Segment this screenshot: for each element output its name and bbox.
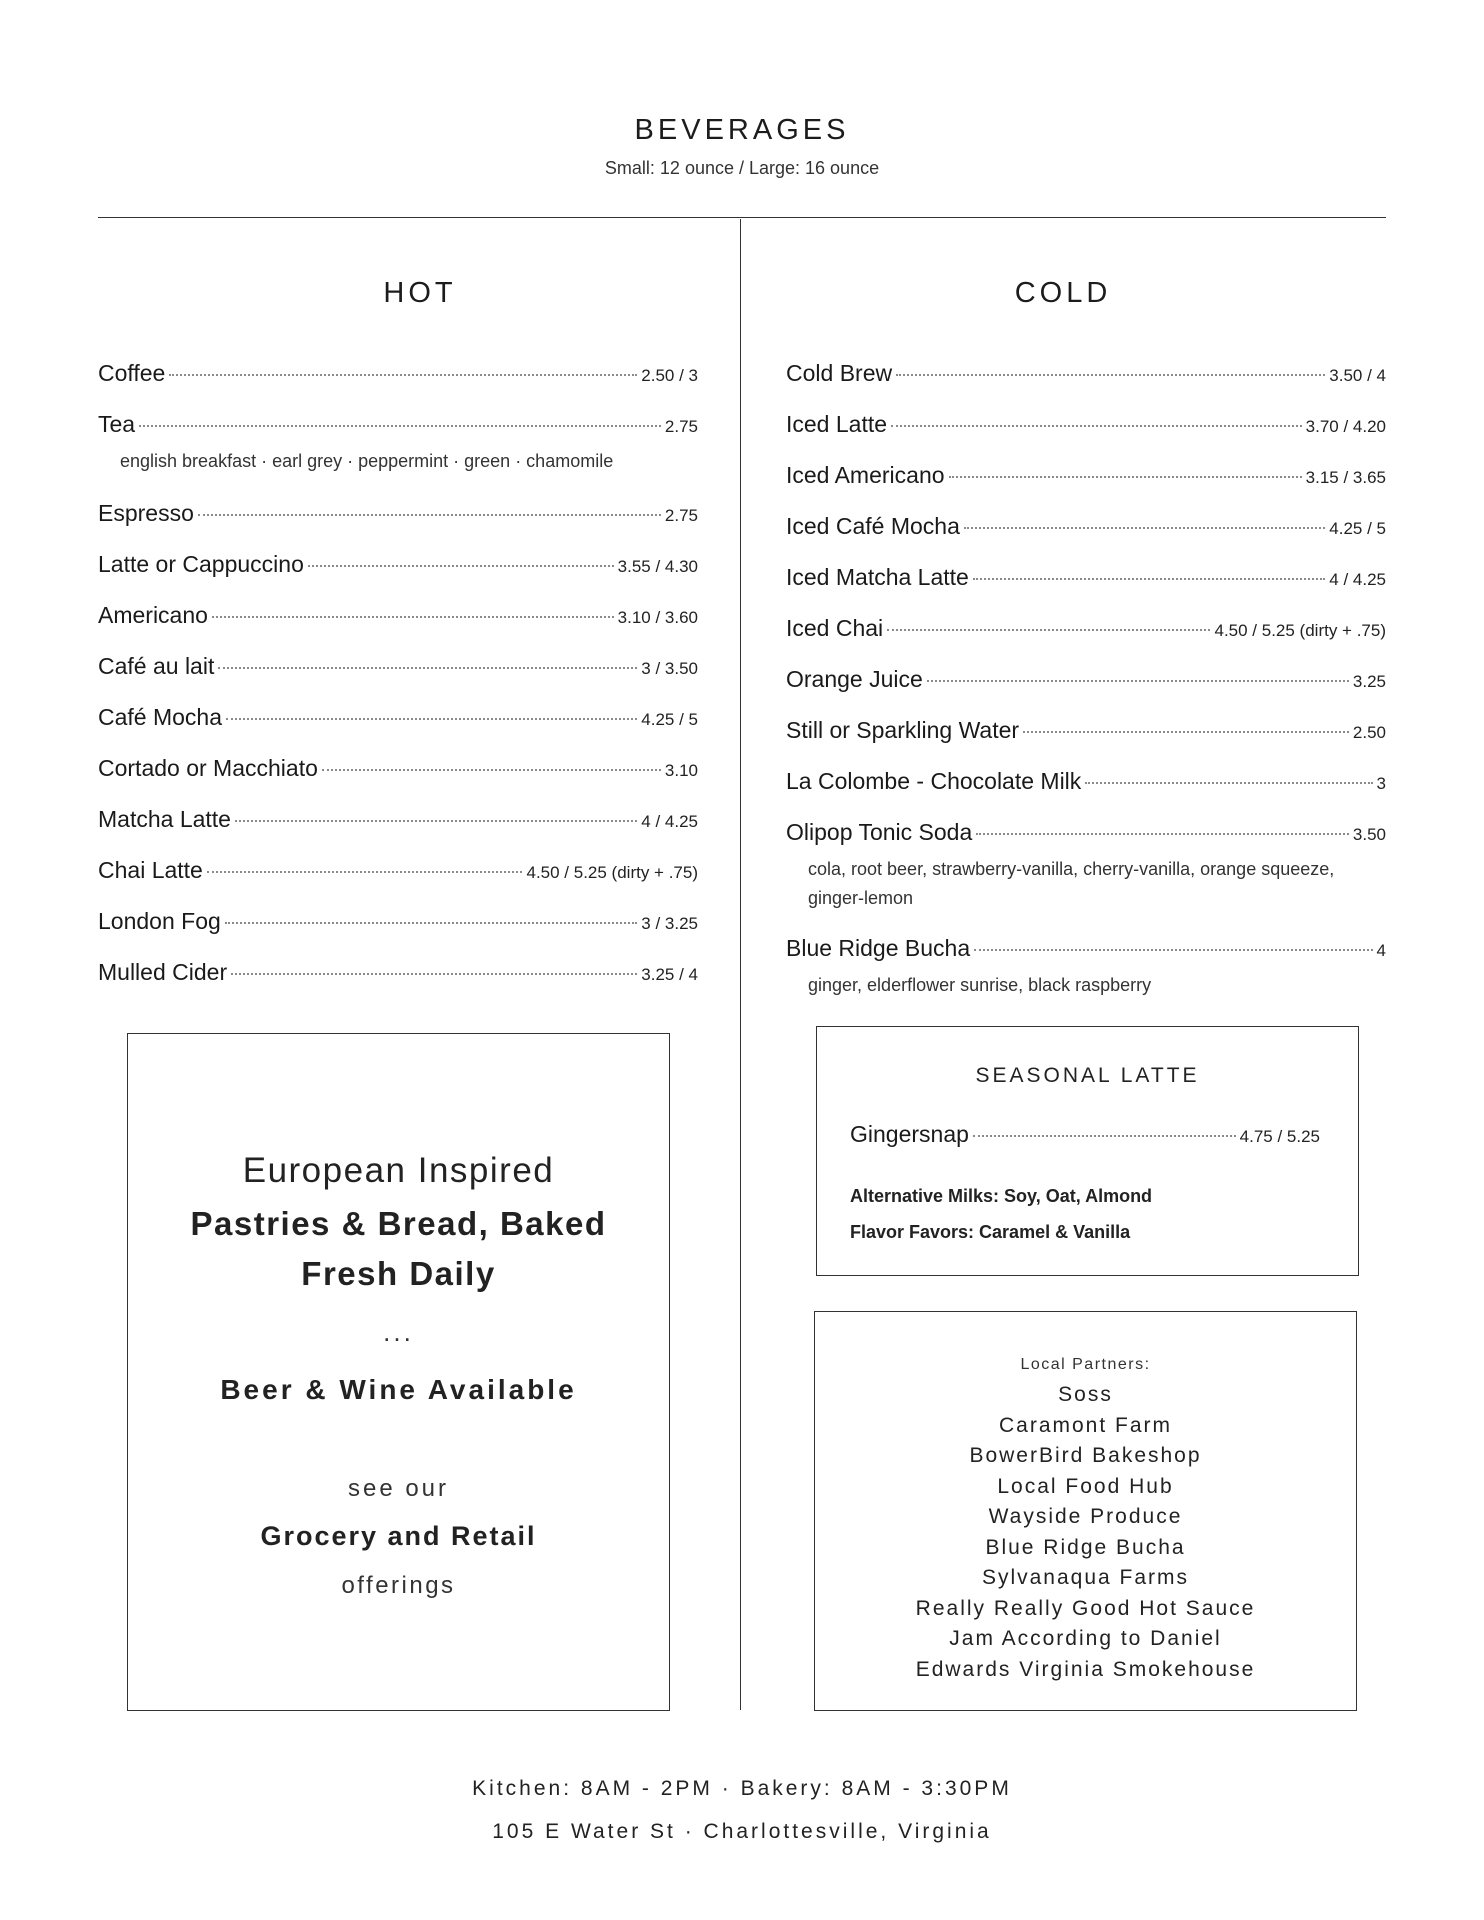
hot-heading: HOT: [383, 277, 457, 309]
menu-item: [98, 407, 698, 496]
dot-leader: [218, 667, 637, 669]
item-price: 3.25: [1352, 672, 1386, 691]
item-price: 3.10 / 3.60: [617, 608, 698, 627]
dot-leader: [235, 820, 637, 822]
item-price: 4: [1376, 941, 1386, 960]
menu-item: [98, 356, 698, 407]
item-name: Olipop Tonic Soda: [786, 819, 973, 845]
offerings-text: offerings: [341, 1572, 456, 1599]
item-name: Tea: [98, 411, 136, 437]
partner-name: Soss: [1058, 1383, 1113, 1406]
beer-wine-note: Beer & Wine Available: [220, 1374, 577, 1405]
item-price: 3 / 3.50: [641, 659, 698, 678]
item-name: Still or Sparkling Water: [786, 717, 1020, 743]
item-name: Coffee: [98, 360, 166, 386]
partner-name: Edwards Virginia Smokehouse: [915, 1657, 1256, 1681]
dot-leader: [974, 949, 1372, 951]
menu-item: [98, 649, 698, 700]
menu-item: [786, 931, 1386, 1018]
column-divider: [740, 219, 741, 1710]
dot-leader: [927, 680, 1349, 682]
menu-item: [786, 560, 1386, 611]
dot-leader: [139, 425, 661, 427]
item-name: Espresso: [98, 500, 194, 526]
item-name: Cold Brew: [786, 360, 893, 386]
cold-heading: COLD: [1014, 277, 1112, 309]
item-price: 2.75: [664, 417, 698, 436]
menu-item: [786, 611, 1386, 662]
see-our-text: see our: [347, 1475, 450, 1502]
partner-name: Jam According to Daniel: [949, 1627, 1222, 1650]
menu-item: [786, 662, 1386, 713]
seasonal-latte-box: [816, 1026, 1359, 1276]
item-price: 4.25 / 5: [641, 710, 698, 729]
page-subtitle: Small: 12 ounce / Large: 16 ounce: [604, 158, 880, 178]
item-name: Matcha Latte: [98, 806, 231, 832]
item-name: Iced Americano: [786, 462, 945, 488]
dot-leader: [891, 425, 1302, 427]
item-price: 3.70 / 4.20: [1305, 417, 1386, 436]
partner-name: Blue Ridge Bucha: [985, 1535, 1186, 1559]
seasonal-title: SEASONAL LATTE: [975, 1064, 1200, 1087]
dot-leader: [308, 565, 614, 567]
pastry-info-box: [127, 1033, 670, 1711]
item-name: La Colombe - Chocolate Milk: [786, 768, 1082, 794]
ellipsis-divider: ...: [383, 1317, 414, 1347]
dot-leader: [964, 527, 1325, 529]
menu-item: [786, 815, 1386, 931]
cold-menu-list: [786, 356, 1386, 1018]
footer-hours: Kitchen: 8AM - 2PM · Bakery: 8AM - 3:30PM: [472, 1777, 1012, 1800]
menu-item: [786, 509, 1386, 560]
item-name: Gingersnap: [850, 1121, 969, 1147]
item-name: Mulled Cider: [98, 959, 228, 985]
menu-item: [98, 547, 698, 598]
item-price: 4.75 / 5.25: [1239, 1127, 1320, 1146]
menu-item: [786, 764, 1386, 815]
dot-leader: [198, 514, 661, 516]
menu-item: [98, 598, 698, 649]
item-description: cola, root beer, strawberry-vanilla, cherry-vanilla, orange squeeze, ginger-lemon: [808, 859, 1335, 908]
grocery-retail-heading: Grocery and Retail: [260, 1521, 537, 1551]
item-name: Latte or Cappuccino: [98, 551, 304, 577]
item-name: Iced Matcha Latte: [786, 564, 969, 590]
dot-leader: [225, 922, 638, 924]
dot-leader: [976, 833, 1349, 835]
item-name: Orange Juice: [786, 666, 923, 692]
menu-item: [98, 496, 698, 547]
pastry-heading: Pastries & Bread, Baked Fresh Daily: [190, 1205, 607, 1292]
dot-leader: [169, 374, 637, 376]
dot-leader: [1023, 731, 1349, 733]
dot-leader: [212, 616, 614, 618]
partner-name: Wayside Produce: [988, 1505, 1183, 1528]
partner-name: Local Food Hub: [997, 1474, 1174, 1498]
menu-item: [98, 751, 698, 802]
partner-name: Really Really Good Hot Sauce: [915, 1596, 1256, 1620]
dot-leader: [896, 374, 1325, 376]
item-price: 3: [1376, 774, 1386, 793]
alternative-milks-note: Alternative Milks: Soy, Oat, Almond: [850, 1186, 1153, 1206]
dot-leader: [231, 973, 637, 975]
item-price: 2.50: [1352, 723, 1386, 742]
hot-menu-list: [98, 356, 698, 1006]
item-price: 4.25 / 5: [1329, 519, 1386, 538]
dot-leader: [322, 769, 661, 771]
dot-leader: [1085, 782, 1372, 784]
item-price: 3.10: [664, 761, 698, 780]
local-partners-box: [814, 1311, 1357, 1711]
dot-leader: [226, 718, 637, 720]
item-price: 3.25 / 4: [641, 965, 698, 984]
item-name: Iced Chai: [786, 615, 884, 641]
item-name: Blue Ridge Bucha: [786, 935, 971, 961]
item-name: Americano: [98, 602, 208, 628]
item-price: 2.75: [664, 506, 698, 525]
menu-item: [786, 713, 1386, 764]
pastry-tagline: European Inspired: [242, 1151, 555, 1190]
menu-item: [98, 700, 698, 751]
partner-name: BowerBird Bakeshop: [969, 1444, 1202, 1467]
partners-title: Local Partners:: [1020, 1356, 1151, 1373]
menu-item: [786, 407, 1386, 458]
item-price: 3.50 / 4: [1329, 366, 1386, 385]
item-name: Chai Latte: [98, 857, 203, 883]
item-name: London Fog: [98, 908, 221, 934]
item-price: 4.50 / 5.25 (dirty + .75): [526, 863, 698, 882]
partners-list: [815, 1380, 1356, 1685]
menu-item: [98, 904, 698, 955]
dot-leader: [949, 476, 1302, 478]
dot-leader: [973, 1135, 1236, 1137]
item-price: 3.15 / 3.65: [1305, 468, 1386, 487]
menu-item: [98, 955, 698, 1006]
item-price: 3 / 3.25: [641, 914, 698, 933]
item-name: Iced Latte: [786, 411, 888, 437]
item-name: Café Mocha: [98, 704, 223, 730]
footer-address: 105 E Water St · Charlottesville, Virginia: [492, 1820, 992, 1843]
item-description: ginger, elderflower sunrise, black raspberry: [808, 975, 1152, 995]
item-price: 4 / 4.25: [1329, 570, 1386, 589]
header-divider: [98, 217, 1386, 218]
partner-name: Caramont Farm: [998, 1413, 1173, 1437]
item-name: Cortado or Macchiato: [98, 755, 318, 781]
item-name: Iced Café Mocha: [786, 513, 960, 539]
item-price: 4.50 / 5.25 (dirty + .75): [1214, 621, 1386, 640]
menu-item: [98, 853, 698, 904]
dot-leader: [207, 871, 523, 873]
item-description: english breakfast · earl grey · peppermint · green · chamomile: [120, 451, 614, 471]
partner-name: Sylvanaqua Farms: [981, 1566, 1190, 1589]
menu-item: [786, 458, 1386, 509]
item-price: 3.50: [1352, 825, 1386, 844]
item-price: 3.55 / 4.30: [617, 557, 698, 576]
dot-leader: [973, 578, 1325, 580]
dot-leader: [887, 629, 1210, 631]
item-price: 4 / 4.25: [641, 812, 698, 831]
seasonal-item: [850, 1121, 1320, 1148]
page-title: BEVERAGES: [634, 114, 850, 146]
item-name: Café au lait: [98, 653, 215, 679]
item-price: 2.50 / 3: [641, 366, 698, 385]
menu-item: [98, 802, 698, 853]
menu-item: [786, 356, 1386, 407]
flavor-favors-note: Flavor Favors: Caramel & Vanilla: [850, 1222, 1131, 1242]
